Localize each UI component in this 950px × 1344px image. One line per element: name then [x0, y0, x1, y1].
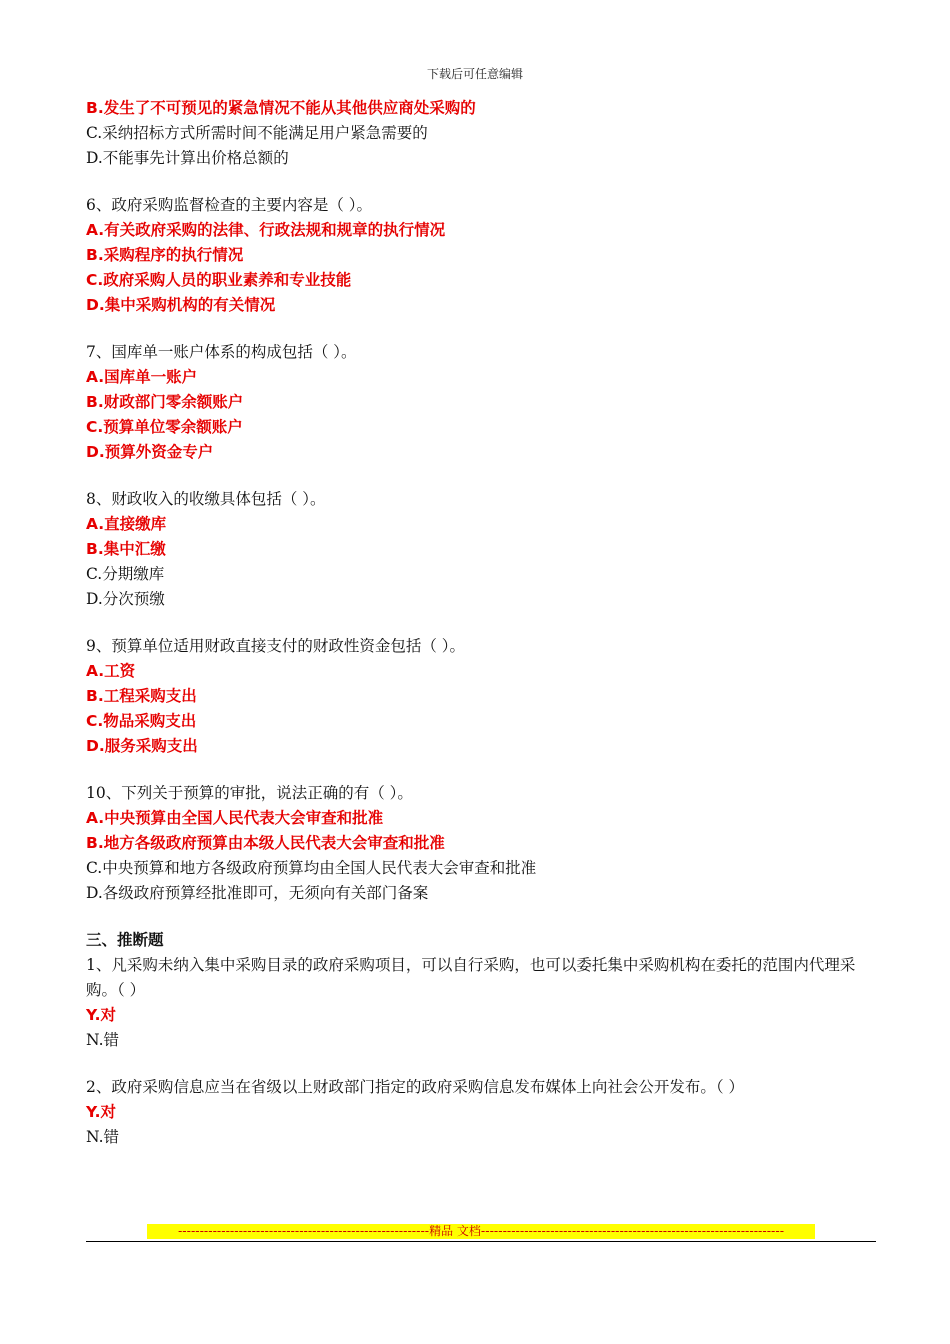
- judgment-question-2: [86, 1075, 876, 1150]
- question-7: [86, 340, 876, 465]
- section-3-title: 三、推断题: [86, 931, 164, 949]
- option-6a: A.有关政府采购的法律、行政法规和规章的执行情况: [86, 221, 446, 239]
- question-10-stem: 10、下列关于预算的审批，说法正确的有（ ）。: [86, 784, 413, 802]
- option-9c: C.物品采购支出: [86, 712, 197, 730]
- option-10c: C.中央预算和地方各级政府预算均由全国人民代表大会审查和批准: [86, 859, 537, 877]
- question-6: [86, 193, 876, 318]
- question-7-stem: 7、国库单一账户体系的构成包括（ ）。: [86, 343, 357, 361]
- option-5b: B.发生了不可预见的紧急情况不能从其他供应商处采购的: [86, 99, 476, 117]
- option-6b: B.采购程序的执行情况: [86, 246, 244, 264]
- page-header: 下载后可任意编辑: [426, 67, 523, 81]
- question-9-stem: 9、预算单位适用财政直接支付的财政性资金包括（ ）。: [86, 637, 466, 655]
- footer-banner: ----------------------------------------------------------精品 文档----------------------------------------------------------------------: [147, 1224, 815, 1239]
- option-10a: A.中央预算由全国人民代表大会审查和批准: [86, 809, 384, 827]
- option-10b: B.地方各级政府预算由本级人民代表大会审查和批准: [86, 834, 445, 852]
- question-9: [86, 634, 876, 759]
- option-8a: A.直接缴库: [86, 515, 167, 533]
- section-3: [86, 928, 876, 1150]
- question-8: [86, 487, 876, 612]
- option-6d: D.集中采购机构的有关情况: [86, 296, 276, 314]
- question-8-stem: 8、财政收入的收缴具体包括（ ）。: [86, 490, 326, 508]
- option-7d: D.预算外资金专户: [86, 443, 214, 461]
- question-6-stem: 6、政府采购监督检查的主要内容是（ ）。: [86, 196, 373, 214]
- option-7a: A.国库单一账户: [86, 368, 198, 386]
- option-7b: B.财政部门零余额账户: [86, 393, 244, 411]
- judgment-2-stem: 2、政府采购信息应当在省级以上财政部门指定的政府采购信息发布媒体上向社会公开发布。（ ）: [86, 1078, 745, 1096]
- option-9b: B.工程采购支出: [86, 687, 197, 705]
- option-5d: D.不能事先计算出价格总额的: [86, 149, 289, 167]
- document-body: [86, 96, 876, 1150]
- judgment-1-option-y: Y.对: [86, 1006, 117, 1024]
- judgment-1-option-n: N.错: [86, 1031, 119, 1049]
- judgment-2-option-y: Y.对: [86, 1103, 117, 1121]
- option-8d: D.分次预缴: [86, 590, 165, 608]
- footer-rule: [86, 1241, 876, 1242]
- question-10: [86, 781, 876, 906]
- option-6c: C.政府采购人员的职业素养和专业技能: [86, 271, 352, 289]
- option-8c: C.分期缴库: [86, 565, 165, 583]
- judgment-2-option-n: N.错: [86, 1128, 119, 1146]
- question-5-options-tail: [86, 96, 876, 171]
- option-7c: C.预算单位零余额账户: [86, 418, 243, 436]
- option-9d: D.服务采购支出: [86, 737, 198, 755]
- option-10d: D.各级政府预算经批准即可，无须向有关部门备案: [86, 884, 429, 902]
- option-5c: C.采纳招标方式所需时间不能满足用户紧急需要的: [86, 124, 428, 142]
- judgment-1-stem: 1、凡采购未纳入集中采购目录的政府采购项目，可以自行采购，也可以委托集中采购机构在委托的范围内代理采购。（ ）: [86, 956, 856, 999]
- option-8b: B.集中汇缴: [86, 540, 166, 558]
- option-9a: A.工资: [86, 662, 136, 680]
- judgment-question-1: [86, 953, 876, 1053]
